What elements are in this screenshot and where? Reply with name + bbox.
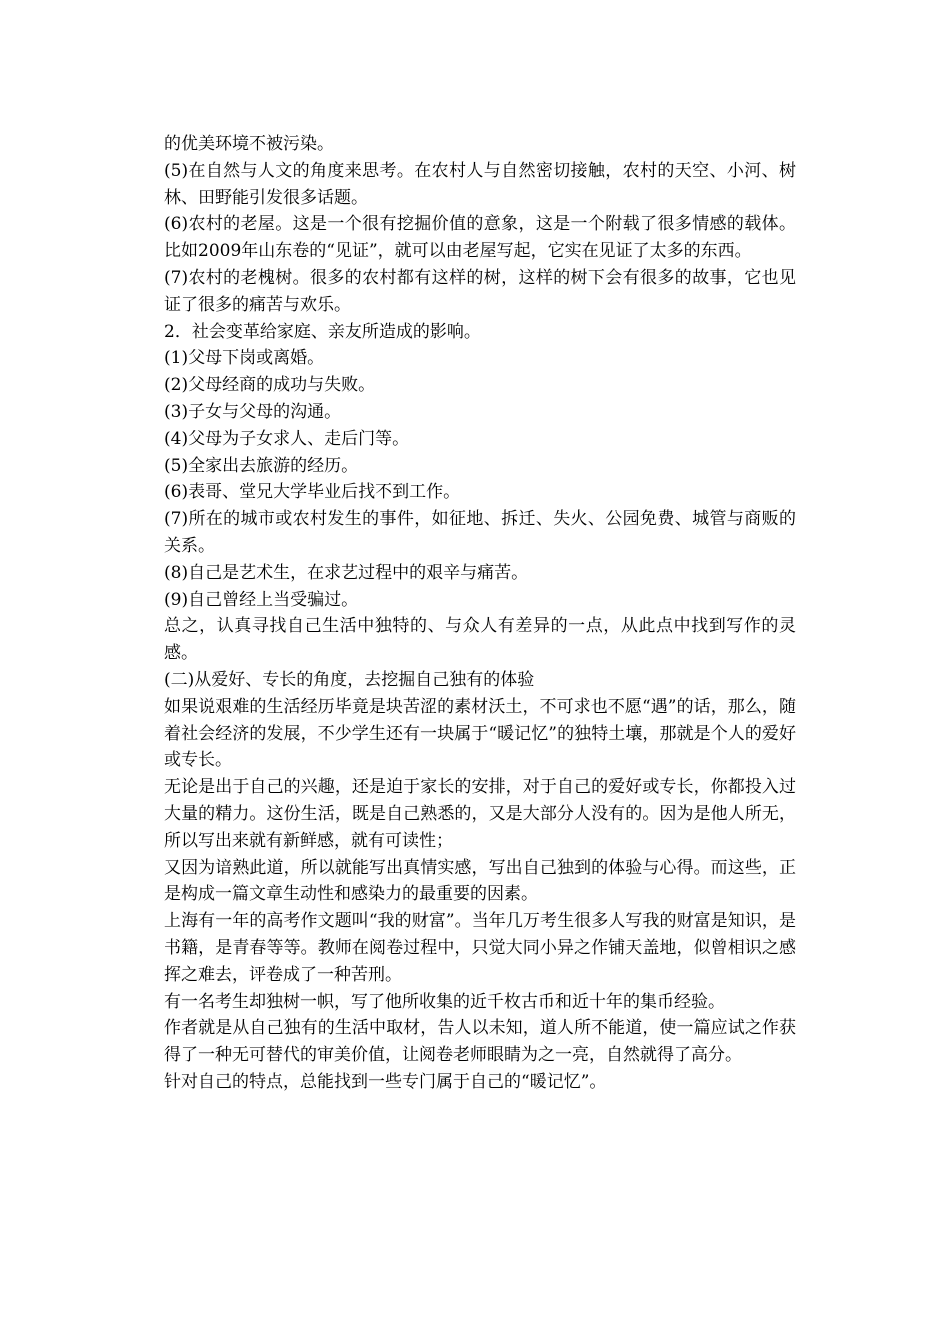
list-item-favors: (4)父母为子女求人、走后门等。: [164, 428, 410, 449]
section-heading-hobbies: (二)从爱好、专长的角度，去挖掘自己独有的体验: [164, 669, 535, 690]
list-item-cousins-jobs: (6)表哥、堂兄大学毕业后找不到工作。: [164, 482, 461, 503]
paragraph-effort: 无论是出于自己的兴趣，还是迫于家长的安排，对于自己的爱好或专长，你都投入过大量的精力。这份生活，既是自己熟悉的，又是大部分人没有的。因为是他人所无，所以写出来就有新鲜感，就有可读性；: [164, 777, 796, 851]
document-body: [164, 131, 796, 1096]
paragraph-nature-culture: (5)在自然与人文的角度来思考。在农村人与自然密切接触，农村的天空、小河、树林、田野能引发很多话题。: [164, 160, 796, 208]
paragraph-conclusion: 针对自己的特点，总能找到一些专门属于自己的“暖记忆”。: [164, 1071, 607, 1092]
list-item-art-student: (8)自己是艺术生，在求艺过程中的艰辛与痛苦。: [164, 562, 529, 583]
list-item-deceived: (9)自己曾经上当受骗过。: [164, 589, 359, 610]
paragraph-shanghai-exam: 上海有一年的高考作文题叫“我的财富”。当年几万考生很多人写我的财富是知识，是书籍，是青春等等。教师在阅卷过程中，只觉大同小异之作铺天盖地，似曾相识之感挥之难去，评卷成了一种苦刑。: [164, 911, 796, 985]
paragraph-warm-memory: 如果说艰难的生活经历毕竟是块苦涩的素材沃土，不可求也不愿“遇”的话，那么，随着社会经济的发展，不少学生还有一块属于“暖记忆”的独特土壤，那就是个人的爱好或专长。: [164, 696, 796, 771]
paragraph-environment-end: 的优美环境不被污染。: [164, 134, 334, 154]
list-item-layoff-divorce: (1)父母下岗或离婚。: [164, 348, 325, 369]
paragraph-coin-collector: 有一名考生却独树一帜，写了他所收集的近千枚古币和近十年的集币经验。: [164, 991, 725, 1012]
list-item-family-travel: (5)全家出去旅游的经历。: [164, 455, 359, 476]
paragraph-old-house: (6)农村的老屋。这是一个很有挖掘价值的意象，这是一个附载了很多情感的载体。比如2009年山东卷的“见证”，就可以由老屋写起，它实在见证了太多的东西。: [164, 214, 796, 262]
paragraph-old-locust-tree: (7)农村的老槐树。很多的农村都有这样的树，这样的树下会有很多的故事，它也见证了很多的痛苦与欢乐。: [164, 267, 796, 315]
paragraph-unique-material: 作者就是从自己独有的生活中取材，告人以未知，道人所不能道，使一篇应试之作获得了一种无可替代的审美价值，让阅卷老师眼睛为之一亮，自然就得了高分。: [164, 1018, 796, 1066]
list-item-communication: (3)子女与父母的沟通。: [164, 401, 342, 422]
section-heading-social-change: 2．社会变革给家庭、亲友所造成的影响。: [164, 321, 481, 342]
list-item-business: (2)父母经商的成功与失败。: [164, 375, 376, 396]
paragraph-expertise: 又因为谙熟此道，所以就能写出真情实感，写出自己独到的体验与心得。而这些，正是构成一篇文章生动性和感染力的最重要的因素。: [164, 857, 796, 905]
list-item-local-events: (7)所在的城市或农村发生的事件，如征地、拆迁、失火、公园免费、城管与商贩的关系。: [164, 509, 796, 556]
paragraph-summary: 总之，认真寻找自己生活中独特的、与众人有差异的一点，从此点中找到写作的灵感。: [164, 616, 796, 664]
